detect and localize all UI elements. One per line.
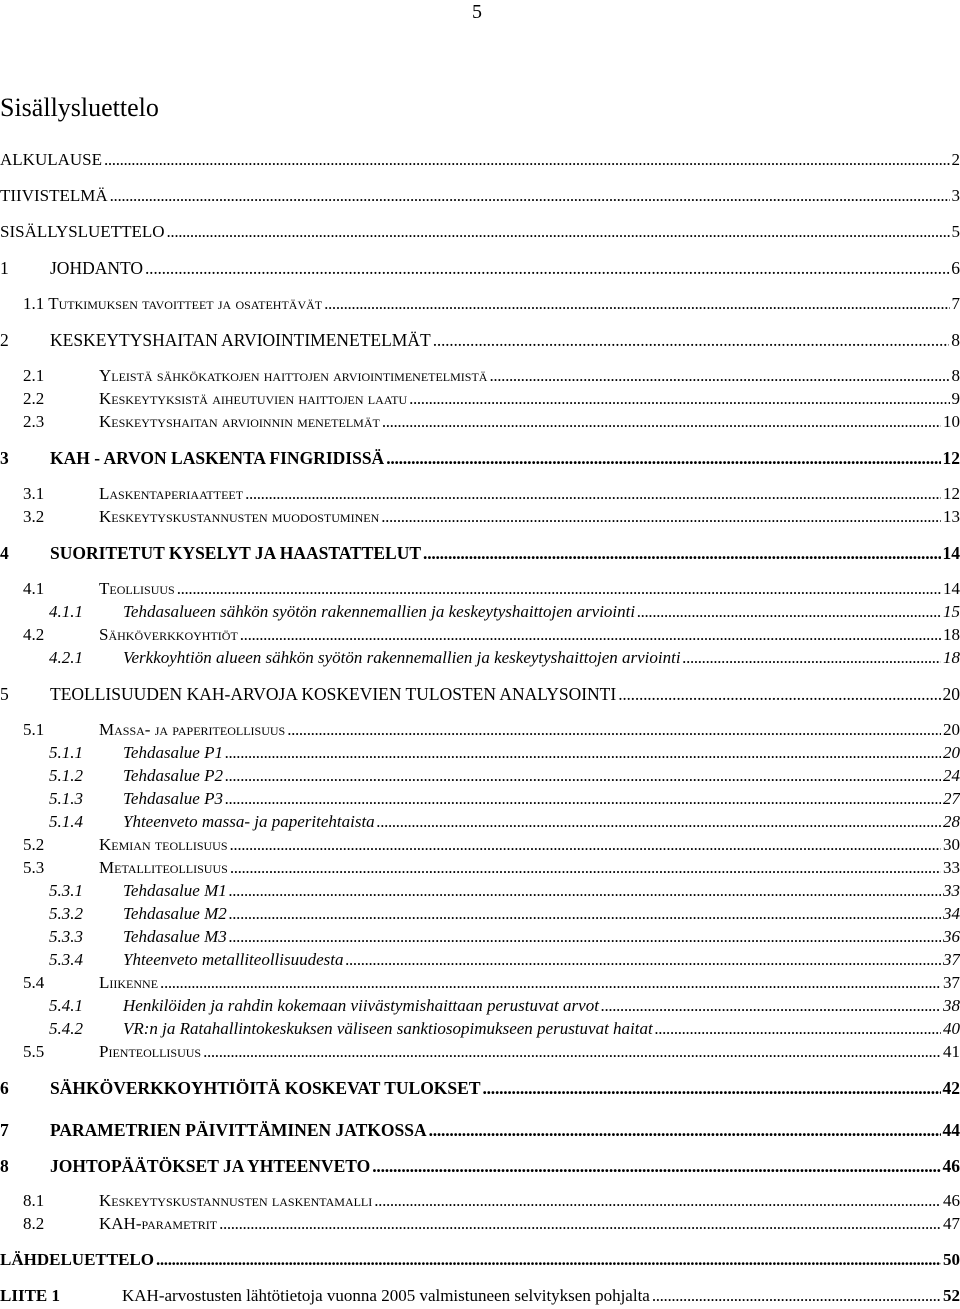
- toc-entry-number: 1: [0, 258, 9, 278]
- toc-entry[interactable]: [0, 447, 960, 469]
- toc-entry-number: 2.1: [23, 366, 45, 385]
- toc-entry-page: 20: [942, 684, 960, 704]
- toc-entry-number: 2.2: [23, 389, 45, 408]
- dot-leader: [381, 506, 941, 528]
- toc-entry-page: 52: [943, 1286, 960, 1305]
- dot-leader: [156, 1249, 941, 1271]
- toc-entry-title: JOHDANTO: [50, 258, 144, 278]
- dot-leader: [225, 788, 941, 810]
- toc-entry[interactable]: [0, 1249, 960, 1271]
- toc-entry-page: 12: [943, 484, 960, 503]
- toc-entry-number: 5.3.1: [49, 881, 83, 900]
- toc-entry[interactable]: [0, 949, 960, 971]
- toc-entry-number: 5.1.3: [49, 789, 83, 808]
- toc-entry-title: ALKULAUSE: [0, 150, 102, 169]
- dot-leader: [145, 257, 949, 279]
- toc-entry[interactable]: [0, 1285, 960, 1307]
- toc-entry-number: 5: [0, 684, 9, 704]
- toc-entry-page: 7: [951, 294, 960, 313]
- toc-entry-title: Pienteollisuus: [99, 1042, 202, 1061]
- toc-entry-title: JOHTOPÄÄTÖKSET JA YHTEENVETO: [50, 1156, 371, 1176]
- dot-leader: [483, 1077, 941, 1099]
- dot-leader: [433, 329, 950, 351]
- dot-leader: [618, 683, 940, 705]
- dot-leader: [423, 542, 940, 564]
- dot-leader: [601, 995, 941, 1017]
- toc-entry-title: KAH-arvostusten lähtötietoja vuonna 2005 valmistuneen selvityksen pohjalta: [122, 1286, 650, 1305]
- dot-leader: [652, 1285, 941, 1307]
- dot-leader: [683, 647, 941, 669]
- toc-entry[interactable]: [0, 903, 960, 925]
- toc-entry-title: Sähköverkkoyhtiöt: [99, 625, 238, 644]
- toc-entry[interactable]: [0, 1155, 960, 1177]
- dot-leader: [225, 742, 941, 764]
- toc-entry-page: 18: [943, 648, 960, 667]
- dot-leader: [287, 719, 941, 741]
- toc-entry-title: KESKEYTYSHAITAN ARVIOINTIMENETELMÄT: [50, 330, 431, 350]
- dot-leader: [160, 972, 941, 994]
- toc-entry[interactable]: [0, 995, 960, 1017]
- toc-entry-number: 8: [0, 1156, 9, 1176]
- toc-entry[interactable]: [0, 834, 960, 856]
- dot-leader: [230, 857, 941, 879]
- dot-leader: [386, 447, 940, 469]
- toc-entry[interactable]: [0, 811, 960, 833]
- dot-leader: [225, 765, 941, 787]
- toc-entry-page: 12: [942, 448, 960, 468]
- toc-entry[interactable]: [0, 365, 960, 387]
- toc-entry-title: Keskeytyksistä aiheutuvien haittojen laatu: [99, 389, 408, 408]
- toc-entry-page: 33: [943, 858, 960, 877]
- dot-leader: [203, 1041, 941, 1063]
- dot-leader: [324, 293, 949, 315]
- toc-entry-page: 14: [943, 579, 960, 598]
- toc-entry-title: Yhteenveto massa- ja paperitehtaista: [123, 812, 375, 831]
- toc-entry-title: Tehdasalue M2: [123, 904, 227, 923]
- toc-entry-number: 5.4: [23, 973, 45, 992]
- toc-entry[interactable]: [0, 411, 960, 433]
- toc-entry[interactable]: [0, 257, 960, 279]
- toc-entry-number: LIITE 1: [0, 1286, 60, 1305]
- dot-leader: [429, 1119, 941, 1141]
- toc-entry[interactable]: [0, 1077, 960, 1099]
- toc-entry[interactable]: [0, 788, 960, 810]
- toc-entry-page: 30: [943, 835, 960, 854]
- toc-entry-number: 5.4.1: [49, 996, 83, 1015]
- toc-entry-title: Verkkoyhtiön alueen sähkön syötön rakennemallien ja keskeytyshaittojen arviointi: [123, 648, 681, 667]
- toc-entry[interactable]: [0, 388, 960, 410]
- toc-entry-number: 5.1.1: [49, 743, 83, 762]
- dot-leader: [382, 411, 941, 433]
- page-title: Sisällysluettelo: [0, 93, 159, 122]
- toc-entry-number: 5.3.3: [49, 927, 83, 946]
- toc-entry-title: LÄHDELUETTELO: [0, 1250, 154, 1269]
- toc-entry-title: Keskeytyskustannusten muodostuminen: [99, 507, 380, 526]
- toc-entry-page: 13: [943, 507, 960, 526]
- toc-entry-page: 36: [943, 927, 960, 946]
- toc-entry-title: Tehdasalue P2: [123, 766, 223, 785]
- toc-entry-page: 10: [943, 412, 960, 431]
- toc-entry-title: Tehdasalueen sähkön syötön rakennemallien ja keskeytyshaittojen arviointi: [123, 602, 636, 621]
- page-number: 5: [472, 1, 482, 23]
- toc-entry-title: Tehdasalue M1: [123, 881, 227, 900]
- toc-entry-number: 4: [0, 543, 9, 563]
- toc-entry-title: Yhteenveto metalliteollisuudesta: [123, 950, 344, 969]
- toc-entry-title: KAH - ARVON LASKENTA FINGRIDISSÄ: [50, 448, 385, 468]
- toc-entry-page: 3: [951, 186, 960, 205]
- toc-entry-page: 46: [943, 1191, 960, 1210]
- toc-entry-number: 5.2: [23, 835, 45, 854]
- toc-entry-page: 47: [943, 1214, 960, 1233]
- dot-leader: [245, 483, 941, 505]
- toc-entry-page: 18: [943, 625, 960, 644]
- toc-entry-page: 24: [943, 766, 960, 785]
- toc-entry-title: Laskentaperiaatteet: [99, 484, 244, 503]
- toc-entry-title: Yleistä sähkökatkojen haittojen arviointimenetelmistä: [99, 366, 488, 385]
- dot-leader: [229, 903, 941, 925]
- toc-entry-page: 2: [951, 150, 960, 169]
- toc-entry-page: 37: [943, 950, 960, 969]
- toc-entry-title: Keskeytyskustannusten laskentamalli: [99, 1191, 373, 1210]
- toc-entry[interactable]: [0, 624, 960, 646]
- toc-entry-page: 27: [943, 789, 960, 808]
- toc-entry[interactable]: [0, 483, 960, 505]
- toc-entry-number: 4.2: [23, 625, 45, 644]
- toc-entry[interactable]: [0, 1119, 960, 1141]
- toc-entry-page: 8: [951, 330, 960, 350]
- toc-entry-page: 41: [943, 1042, 960, 1061]
- toc-entry-title: TEOLLISUUDEN KAH-ARVOJA KOSKEVIEN TULOSTEN ANALYSOINTI: [50, 684, 617, 704]
- toc-entry[interactable]: [0, 647, 960, 669]
- toc-entry-page: 38: [943, 996, 960, 1015]
- toc-entry[interactable]: [0, 1190, 960, 1212]
- toc-entry-number: 2: [0, 330, 9, 350]
- toc-entry[interactable]: [0, 683, 960, 705]
- toc-entry[interactable]: [0, 742, 960, 764]
- toc-entry-page: 50: [943, 1250, 960, 1269]
- toc-entry[interactable]: [0, 293, 960, 315]
- toc-entry[interactable]: [0, 972, 960, 994]
- dot-leader: [240, 624, 941, 646]
- toc-entry-number: 3: [0, 448, 9, 468]
- toc-entry-page: 42: [942, 1078, 960, 1098]
- dot-leader: [219, 1213, 941, 1235]
- dot-leader: [374, 1190, 941, 1212]
- toc-entry[interactable]: [0, 926, 960, 948]
- toc-entry-number: 4.2.1: [49, 648, 83, 667]
- toc-entry-page: 40: [943, 1019, 960, 1038]
- dot-leader: [229, 926, 941, 948]
- toc-entry-page: 28: [943, 812, 960, 831]
- dot-leader: [637, 601, 941, 623]
- toc-entry-number: 5.1: [23, 720, 45, 739]
- toc-entry-title: Tehdasalue P3: [123, 789, 223, 808]
- toc-entry-title: TIIVISTELMÄ: [0, 186, 108, 205]
- toc-entry[interactable]: [0, 329, 960, 351]
- toc-entry-number: 5.3: [23, 858, 45, 877]
- toc-entry-title: SUORITETUT KYSELYT JA HAASTATTELUT: [50, 543, 422, 563]
- toc-entry[interactable]: [0, 601, 960, 623]
- dot-leader: [372, 1155, 940, 1177]
- dot-leader: [104, 149, 950, 171]
- toc-entry-title: Teollisuus: [99, 579, 175, 598]
- toc-entry-number: 5.4.2: [49, 1019, 83, 1038]
- toc-entry-page: 33: [943, 881, 960, 900]
- toc-entry[interactable]: [0, 578, 960, 600]
- toc-entry-page: 5: [951, 222, 960, 241]
- toc-entry-page: 44: [942, 1120, 960, 1140]
- toc-entry-number: 7: [0, 1120, 9, 1140]
- toc-entry-page: 34: [943, 904, 960, 923]
- toc-entry[interactable]: [0, 765, 960, 787]
- toc-entry-title: Tehdasalue P1: [123, 743, 223, 762]
- toc-entry-page: 20: [943, 720, 960, 739]
- dot-leader: [167, 221, 950, 243]
- toc-entry-page: 14: [942, 543, 960, 563]
- dot-leader: [489, 365, 949, 387]
- dot-leader: [229, 880, 941, 902]
- toc-entry-title: SISÄLLYSLUETTELO: [0, 222, 165, 241]
- toc-entry-title: Keskeytyshaitan arvioinnin menetelmät: [99, 412, 380, 431]
- toc-entry[interactable]: [0, 221, 960, 243]
- toc-entry-number: 6: [0, 1078, 9, 1098]
- toc-entry-page: 8: [951, 366, 960, 385]
- toc-entry-title: SÄHKÖVERKKOYHTIÖITÄ KOSKEVAT TULOKSET: [50, 1078, 481, 1098]
- toc-entry-title: PARAMETRIEN PÄIVITTÄMINEN JATKOSSA: [50, 1120, 427, 1140]
- toc-entry[interactable]: [0, 1041, 960, 1063]
- dot-leader: [110, 185, 950, 207]
- toc-entry[interactable]: [0, 1018, 960, 1040]
- dot-leader: [409, 388, 949, 410]
- toc-entry-number: 8.2: [23, 1214, 45, 1233]
- toc-entry-number: 2.3: [23, 412, 45, 431]
- toc-entry-number: 5.1.2: [49, 766, 83, 785]
- toc-entry-number: 5.1.4: [49, 812, 83, 831]
- toc-entry[interactable]: [0, 149, 960, 171]
- toc-entry-title: Liikenne: [99, 973, 159, 992]
- toc-entry[interactable]: [0, 857, 960, 879]
- toc-entry-number: 3.1: [23, 484, 45, 503]
- toc-entry[interactable]: [0, 506, 960, 528]
- toc-entry-number: 4.1.1: [49, 602, 83, 621]
- toc-entry[interactable]: [0, 1213, 960, 1235]
- toc-entry-page: 6: [951, 258, 960, 278]
- toc-entry[interactable]: [0, 719, 960, 741]
- dot-leader: [377, 811, 941, 833]
- toc-entry-number: 5.3.2: [49, 904, 83, 923]
- toc-entry-title: Kemian teollisuus: [99, 835, 228, 854]
- toc-entry-title: KAH-parametrit: [99, 1214, 218, 1233]
- dot-leader: [230, 834, 941, 856]
- toc-entry-title: Henkilöiden ja rahdin kokemaan viivästymishaittaan perustuvat arvot: [123, 996, 599, 1015]
- toc-entry[interactable]: [0, 880, 960, 902]
- toc-entry-title: VR:n ja Ratahallintokeskuksen väliseen sanktiosopimukseen perustuvat haitat: [123, 1019, 653, 1038]
- toc-entry-title: Metalliteollisuus: [99, 858, 228, 877]
- toc-entry-title: Tehdasalue M3: [123, 927, 227, 946]
- toc-entry[interactable]: [0, 542, 960, 564]
- toc-entry-page: 37: [943, 973, 960, 992]
- toc-entry-number: 8.1: [23, 1191, 45, 1210]
- toc-entry-number: 4.1: [23, 579, 45, 598]
- toc-entry-page: 20: [943, 743, 960, 762]
- toc-entry-title: Massa- ja paperiteollisuus: [99, 720, 286, 739]
- toc-entry-number: 3.2: [23, 507, 45, 526]
- toc-entry-number: 5.3.4: [49, 950, 83, 969]
- dot-leader: [346, 949, 942, 971]
- toc-entry-title: 1.1 Tutkimuksen tavoitteet ja osatehtävät: [23, 294, 323, 313]
- toc-entry-page: 9: [951, 389, 960, 408]
- dot-leader: [655, 1018, 941, 1040]
- toc-entry-page: 46: [942, 1156, 960, 1176]
- toc-entry-number: 5.5: [23, 1042, 45, 1061]
- toc-entry-page: 15: [943, 602, 960, 621]
- dot-leader: [177, 578, 941, 600]
- toc-entry[interactable]: [0, 185, 960, 207]
